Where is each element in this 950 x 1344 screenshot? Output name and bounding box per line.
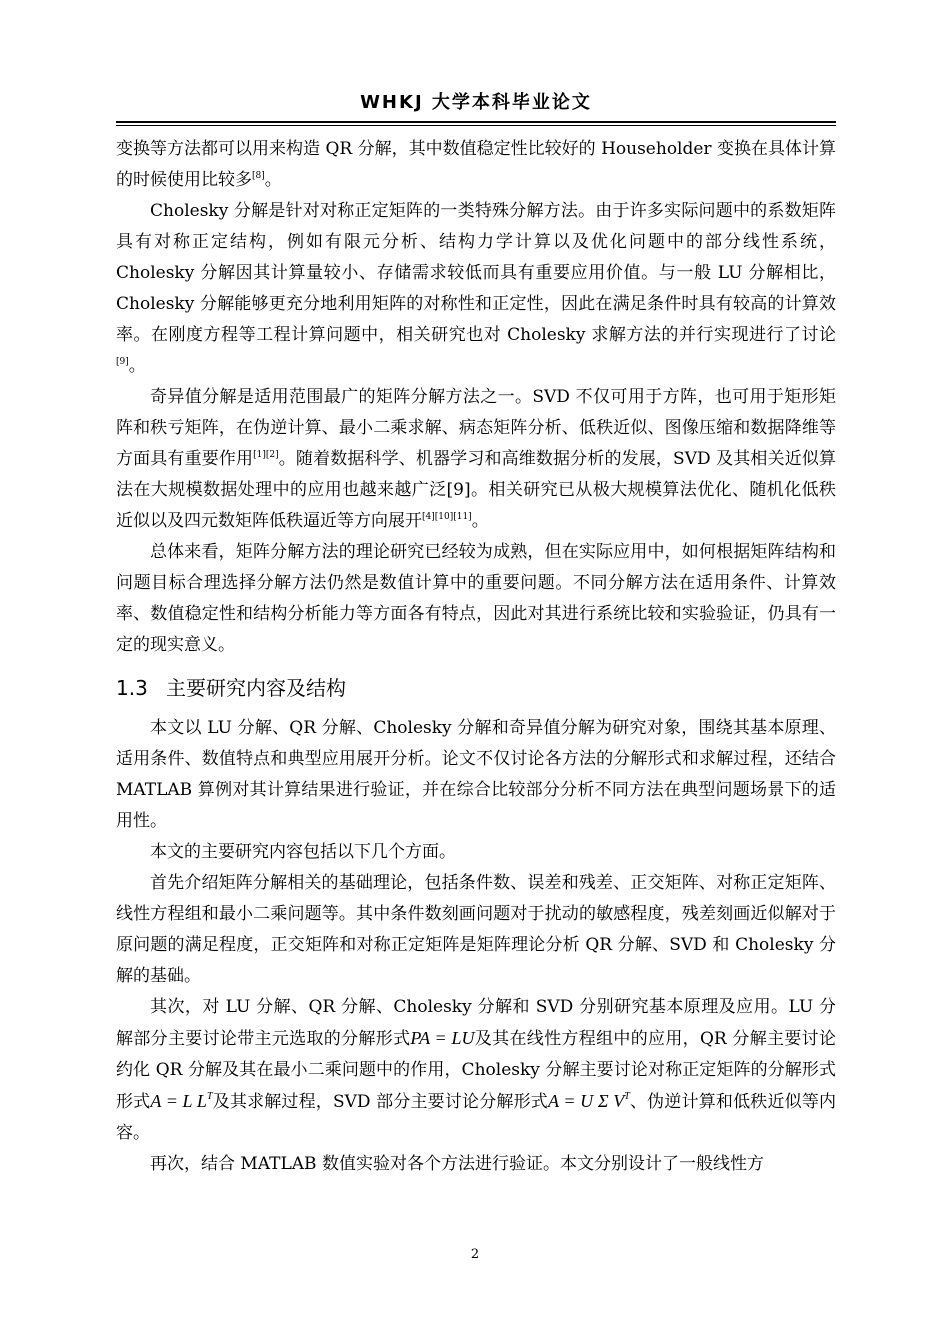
formula-superscript: T xyxy=(624,1091,630,1102)
paragraph-text: 其次，对 LU 分解、QR 分解、Cholesky 分解和 SVD 分别研究基本原理及应用。LU 分解部分主要讨论带主元选取的分解形式 xyxy=(116,997,836,1049)
paragraph-research-objects: 本文以 LU 分解、QR 分解、Cholesky 分解和奇异值分解为研究对象，围绕其基本原理、适用条件、数值特点和典型应用展开分析。论文不仅讨论各方法的分解形式和求解过程，还结合 MATLAB 算例对其计算结果进行验证，并在综合比较部分分析不同方法在典型问题场景下的适用性。 xyxy=(116,718,836,831)
paragraph-cholesky xyxy=(116,196,836,382)
header-rule-thin xyxy=(116,125,836,126)
formula-cholesky xyxy=(150,1091,212,1111)
formula-lu: PA = LU xyxy=(410,1028,475,1048)
paragraph-text: 、伪逆计算和低秩近似等内容。 xyxy=(116,1092,837,1143)
running-header: WHKJ 大学本科毕业论文 xyxy=(360,92,592,113)
section-heading xyxy=(116,669,836,707)
paragraph-text: 变换等方法都可以用来构造 QR 分解，其中数值稳定性比较好的 Householder 变换在具体计算的时候使用比较多 xyxy=(116,139,836,190)
citation-ref: [9] xyxy=(116,357,129,367)
paragraph-end: 。 xyxy=(264,170,282,190)
paragraph-householder xyxy=(116,134,836,196)
paragraph-end: 。 xyxy=(471,511,489,531)
formula-body: A = L L xyxy=(150,1091,207,1111)
page-body xyxy=(116,134,836,1180)
paragraph-text: 奇异值分解是适用范围最广的矩阵分解方法之一。SVD 不仅可用于方阵，也可用于矩形矩阵和秩亏矩阵，在伪逆计算、最小二乘求解、病态矩阵分析、低秩近似、图像压缩和数据降维等方面具有重要作用 xyxy=(116,387,836,469)
paragraph-fundamentals: 首先介绍矩阵分解相关的基础理论，包括条件数、误差和残差、正交矩阵、对称正定矩阵、线性方程组和最小二乘问题等。其中条件数刻画问题对于扰动的敏感程度，残差刻画近似解对于原问题的满足程度，正交矩阵和对称正定矩阵是矩阵理论分析 QR 分解、SVD 和 Cholesky 分解的基础。 xyxy=(116,873,836,986)
paragraph-svd xyxy=(116,382,836,537)
paragraph-end: 。 xyxy=(128,356,146,376)
paragraph-text: 及其在线性方程组中的应用，QR 分解主要讨论约化 QR 分解及其在最小二乘问题中的作用，Cholesky 分解主要讨论对称正定矩阵的分解形式形式 xyxy=(116,1029,837,1112)
paragraph-contents-intro: 本文的主要研究内容包括以下几个方面。 xyxy=(150,842,456,862)
paragraph-text: 及其求解过程，SVD 部分主要讨论分解形式 xyxy=(212,1092,548,1112)
formula-svd xyxy=(548,1091,630,1111)
citation-ref: [1][2] xyxy=(253,450,279,460)
paragraph-text: Cholesky 分解是针对对称正定矩阵的一类特殊分解方法。由于许多实际问题中的系数矩阵具有对称正定结构，例如有限元分析、结构力学计算以及优化问题中的部分线性系统，Cholesky 分解因其计算量较小、存储需求较低而具有重要应用价值。与一般 LU 分解相比，Cholesky 分解能够更充分地利用矩阵的对称性和正定性，因此在满足条件时具有较高的计算效率。在刚度方程等工程计算问题中，相关研究也对 Cholesky 求解方法的并行实现进行了讨论 xyxy=(116,201,836,345)
formula-superscript: T xyxy=(206,1091,213,1102)
formula-body: A = U Σ V xyxy=(547,1091,625,1111)
paragraph-text: 。随着数据科学、机器学习和高维数据分析的发展，SVD 及其相关近似算法在大规模数据处理中的应用也越来越广泛[9]。相关研究已从极大规模算法优化、随机化低秩近似以及四元数矩阵低秩逼近等方向展开 xyxy=(116,449,836,531)
header-rule-thick xyxy=(116,121,836,123)
citation-ref: [8] xyxy=(252,171,265,181)
section-number: 1.3 xyxy=(116,676,148,700)
page-number: 2 xyxy=(470,1247,480,1262)
paragraph-methods xyxy=(116,992,836,1149)
paragraph-summary: 总体来看，矩阵分解方法的理论研究已经较为成熟，但在实际应用中，如何根据矩阵结构和问题目标合理选择分解方法仍然是数值计算中的重要问题。不同分解方法在适用条件、计算效率、数值稳定性和结构分析能力等方面各有特点，因此对其进行系统比较和实验验证，仍具有一定的现实意义。 xyxy=(116,542,836,655)
paragraph-experiments: 再次，结合 MATLAB 数值实验对各个方法进行验证。本文分别设计了一般线性方 xyxy=(150,1154,764,1174)
citation-ref: [4][10][11] xyxy=(422,512,472,522)
section-title: 主要研究内容及结构 xyxy=(166,676,346,700)
